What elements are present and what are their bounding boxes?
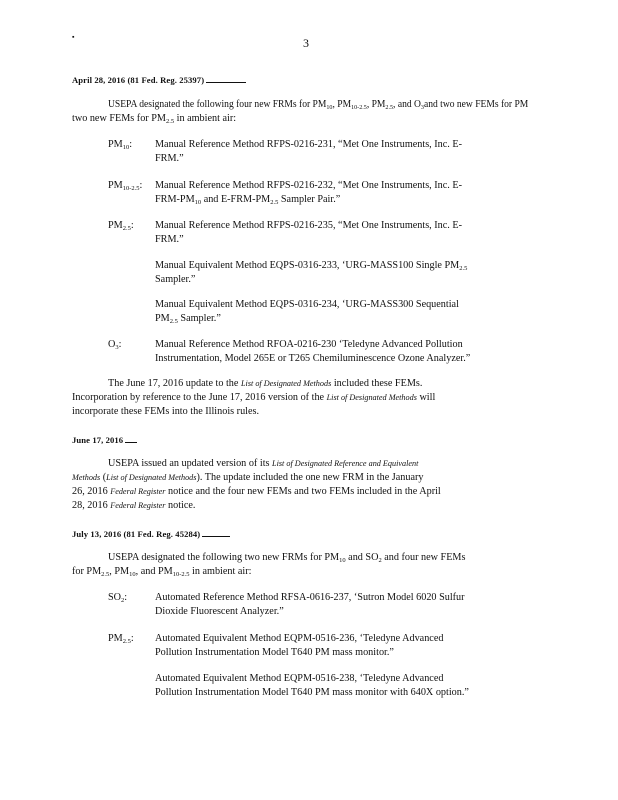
item-label-o3: $O_3$: [108,339,122,351]
paragraph-june-line1: USEPA issued an updated version of its List of Designated Reference and Equivalent [108,458,419,469]
item-label-so2: $SO_2$: [108,592,128,604]
item-pm25-july-b-line2: Pollution Instrumentation Model T640 PM mass monitor with 640X option.” [155,687,469,698]
item-pm25-c-line2: $PM_{2.5}$ Sampler.” [155,313,221,325]
item-label-pm10: $PM_{10}$: [108,139,133,151]
item-pm10-25-line1: Manual Reference Method RFPS-0216-232, “Met One Instruments, Inc. E- [155,180,462,191]
item-pm10-25-line2: FRM-$PM_{10}$ and $E-FRM-PM_{2.5}$ Sampler Pair.” [155,194,341,206]
item-pm10-line1: Manual Reference Method RFPS-0216-231, “Met One Instruments, Inc. E- [155,139,462,150]
item-o3-line1: Manual Reference Method RFOA-0216-230 ‘Teledyne Advanced Pollution [155,339,463,350]
section-heading-june-17: June 17, 2016 [72,435,137,445]
item-pm25-b-line2: Sampler.” [155,274,196,285]
top-mark: ▪ [72,33,75,41]
item-pm10-line2: FRM.” [155,153,184,164]
item-label-pm25: $PM_{2.5}$: [108,220,134,232]
item-pm25-july-b-line1: Automated Equivalent Method EQPM-0516-238, ‘Teledyne Advanced [155,673,444,684]
item-pm25-a-line1: Manual Reference Method RFPS-0216-235, “Met One Instruments, Inc. E- [155,220,462,231]
paragraph-june-line3: 26, 2016 Federal Register notice and the four new FEMs and two FEMs included in the April [72,486,441,497]
paragraph-june-line4: 28, 2016 Federal Register notice. [72,500,196,511]
paragraph-update-line2: Incorporation by reference to the June 17, 2016 version of the List of Designated Methods will [72,392,436,403]
item-so2-line2: Dioxide Fluorescent Analyzer.” [155,606,284,617]
paragraph-june-line2: Methods (List of Designated Methods). The update included the one new FRM in the January [72,472,424,483]
item-label-pm10-25: $PM_{10-2.5}$: [108,180,143,192]
item-pm25-july-a-line1: Automated Equivalent Method EQPM-0516-236, ‘Teledyne Advanced [155,633,444,644]
paragraph-update-line1: The June 17, 2016 update to the List of Designated Methods included these FEMs. [108,378,423,389]
item-o3-line2: Instrumentation, Model 265E or T265 Chemiluminescence Ozone Analyzer.” [155,353,471,364]
paragraph-july-line2: for $PM_{2.5}$, $PM_{10}$, and $PM_{10-2.5}$ in ambient air: [72,566,252,578]
paragraph-update-line3: incorporate these FEMs into the Illinois rules. [72,406,260,417]
page-number: 3 [303,36,309,50]
paragraph-april-intro-line1: USEPA designated the following four new FRMs for $PM_{10}$, $PM_{10-2.5}$, $PM_{2.5}$, and $O_3and$ two new FEMs for PM [108,99,529,111]
item-pm25-c-line1: Manual Equivalent Method EQPS-0316-234, ‘URG-MASS300 Sequential [155,299,459,310]
section-heading-april-28: April 28, 2016 (81 Fed. Reg. 25397) [72,75,246,85]
paragraph-july-line1: USEPA designated the following two new FRMs for $PM_{10}$ and $SO_2$ and four new FEMs [108,552,466,564]
item-pm25-b-line1: Manual Equivalent Method EQPS-0316-233, ‘URG-MASS100 Single $PM_{2.5}$ [155,260,468,272]
paragraph-april-intro-line2: two new FEMs for $PM_{2.5}$ in ambient air: [72,113,237,125]
section-heading-july-13: July 13, 2016 (81 Fed. Reg. 45284) [72,529,230,539]
item-pm25-july-a-line2: Pollution Instrumentation Model T640 PM mass monitor.” [155,647,394,658]
item-pm25-a-line2: FRM.” [155,234,184,245]
item-so2-line1: Automated Reference Method RFSA-0616-237, ‘Sutron Model 6020 Sulfur [155,592,465,603]
item-label-pm25-july: $PM_{2.5}$: [108,633,134,645]
